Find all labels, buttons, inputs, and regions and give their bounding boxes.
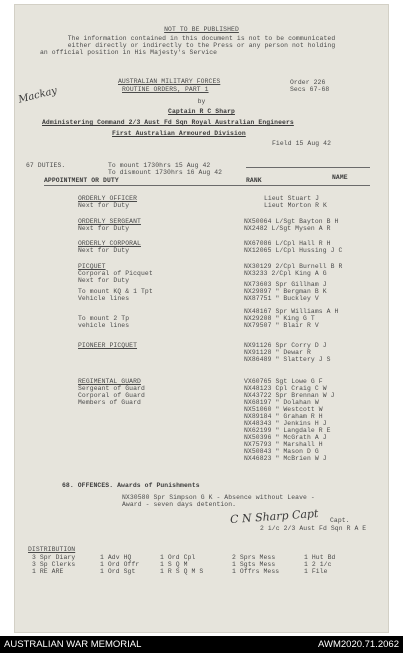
notice-line-3: an official position in His Majesty's Service [40, 49, 218, 56]
group-sub: Next for Duty [78, 247, 130, 254]
group-sub: Corporal of Picquet [78, 270, 153, 277]
duty-row: NX89184 " Graham R H [244, 413, 323, 420]
duty-row: NX43722 Spr Brennan W J [244, 392, 335, 399]
distribution-item: 1 Offrs Mess [232, 568, 280, 575]
duty-row: NX3233 2/Cpl King A G [244, 270, 327, 277]
duty-row: NX87751 " Buckley V [244, 295, 319, 302]
duty-row: NX50843 " Mason D G [244, 448, 319, 455]
duty-row: Lieut Stuart J [264, 195, 320, 202]
group-sub: Members of Guard [78, 399, 141, 406]
duty-row: NX48167 Spr Williams A H [244, 308, 339, 315]
group-heading: PICQUET [78, 263, 106, 270]
duty-row: NX46823 " McBrien W J [244, 455, 327, 462]
offence-line-2: Award - seven days detention. [122, 501, 237, 508]
group-sub: To mount 2 Tp [78, 315, 130, 322]
notice-line-1: The information contained in this document is not to be communicated [67, 35, 336, 42]
distribution-item: 1 File [304, 568, 328, 575]
group-sub: Vehicle lines [78, 295, 130, 302]
duty-row: NX50396 " McGrath A J [244, 434, 327, 441]
footer-credit: AUSTRALIAN WAR MEMORIAL [4, 639, 142, 650]
division-line: First Australian Armoured Division [112, 130, 246, 137]
by-label: by [197, 98, 206, 105]
col-name: NAME [332, 174, 348, 181]
distribution-heading: DISTRIBUTION [28, 546, 76, 553]
rule-top [246, 167, 370, 168]
notice-title: NOT TO BE PUBLISHED [164, 26, 239, 33]
duty-row: NX30129 2/Cpl Burnell B R [244, 263, 343, 270]
mount-line: To mount 1730hrs 15 Aug 42 [108, 162, 211, 169]
group-heading: ORDERLY CORPORAL [78, 240, 141, 247]
distribution-item: 1 Ord Offr [100, 561, 140, 568]
distribution-item: 1 S Q M [160, 561, 188, 568]
group-heading: PIONEER PICQUET [78, 342, 138, 349]
document-page [14, 4, 389, 633]
distribution-item: 1 Hut Bd [304, 554, 336, 561]
duty-row: NX86489 " Slattery J S [244, 356, 331, 363]
distribution-item: 2 Sprs Mess [232, 554, 276, 561]
group-heading: REGIMENTAL GUARD [78, 378, 141, 385]
signatory: Captain R C Sharp [168, 108, 235, 115]
sign-line: Capt. [330, 517, 350, 524]
distribution-item: 1 RE ARE [32, 568, 64, 575]
duty-row: Lieut Morton R K [264, 202, 327, 209]
signature: C N Sharp Capt [229, 506, 319, 527]
group-sub: Next for Duty [78, 277, 130, 284]
duty-row: NX29897 " Bergman B K [244, 288, 327, 295]
sign-unit: 2 i/c 2/3 Aust Fd Sqn R A E [260, 525, 367, 532]
distribution-item: 1 Ord Cpl [160, 554, 196, 561]
duty-row: NX48123 Cpl Craig C W [244, 385, 327, 392]
col-rank: RANK [246, 177, 262, 184]
offence-line-1: NX30580 Spr Simpson G K - Absence without Leave - [122, 494, 315, 501]
notice-line-2: either directly or indirectly to the Press or any person not holding [67, 42, 336, 49]
unit-title: AUSTRALIAN MILITARY FORCES [118, 78, 221, 85]
duty-row: NX2482 L/Sgt Mysen A R [244, 225, 331, 232]
distribution-item: 1 R S Q M S [160, 568, 204, 575]
group-sub: Corporal of Guard [78, 392, 145, 399]
duty-row: NX68197 " Dolahan W [244, 399, 319, 406]
duty-row: NX75793 " Marshall H [244, 441, 323, 448]
group-sub: Sergeant of Guard [78, 385, 145, 392]
group-heading: ORDERLY SERGEANT [78, 218, 141, 225]
duty-row: VX60765 Sgt Lowe G F [244, 378, 323, 385]
order-ref-2: Secs 67-68 [290, 86, 330, 93]
group-sub: Next for Duty [78, 225, 130, 232]
col-appointment: APPOINTMENT OR DUTY [44, 177, 119, 184]
order-ref-1: Order 226 [290, 79, 326, 86]
duty-row: NX51060 " Westcott W [244, 406, 323, 413]
distribution-item: 1 2 1/c [304, 561, 332, 568]
distribution-item: 3 Spr Diary [32, 554, 76, 561]
group-sub: Next for Duty [78, 202, 130, 209]
distribution-item: 1 Sgts Mess [232, 561, 276, 568]
duty-row: NX48343 " Jenkins H J [244, 420, 327, 427]
distribution-item: 3 Sp Clerks [32, 561, 76, 568]
duty-row: NX91126 Spr Corry D J [244, 342, 327, 349]
duty-row: NX67086 L/Cpl Hall R H [244, 240, 331, 247]
duties-section: 67 DUTIES. [26, 162, 66, 169]
duty-row: NX91128 " Dewar R [244, 349, 311, 356]
footer-accession: AWM2020.71.2062 [318, 639, 399, 650]
group-sub: vehicle lines [78, 322, 130, 329]
group-heading: ORDERLY OFFICER [78, 195, 138, 202]
distribution-item: 1 Adv HQ [100, 554, 132, 561]
command-line: Administering Command 2/3 Aust Fd Sqn Royal Australian Engineers [42, 119, 294, 126]
archive-footer [0, 636, 403, 653]
date-line: Field 15 Aug 42 [272, 140, 332, 147]
duty-row: NX73603 Spr Gillham J [244, 281, 327, 288]
handwritten-note: Mackay [17, 85, 59, 106]
duty-row: NX29208 " King G T [244, 315, 315, 322]
dismount-line: To dismount 1730hrs 16 Aug 42 [108, 169, 223, 176]
group-sub: To mount KQ & 1 Tpt [78, 288, 153, 295]
duty-row: NX50064 L/Sgt Bayton B H [244, 218, 339, 225]
duty-row: NX12065 L/Cpl Hussing J C [244, 247, 343, 254]
offences-section: 68. OFFENCES. Awards of Punishments [62, 482, 200, 489]
rule-header [44, 185, 370, 186]
distribution-item: 1 Ord Sgt [100, 568, 136, 575]
duty-row: NX79507 " Blair R V [244, 322, 319, 329]
duty-row: NX62199 " Langdale R E [244, 427, 331, 434]
orders-title: ROUTINE ORDERS, PART 1 [122, 86, 209, 93]
